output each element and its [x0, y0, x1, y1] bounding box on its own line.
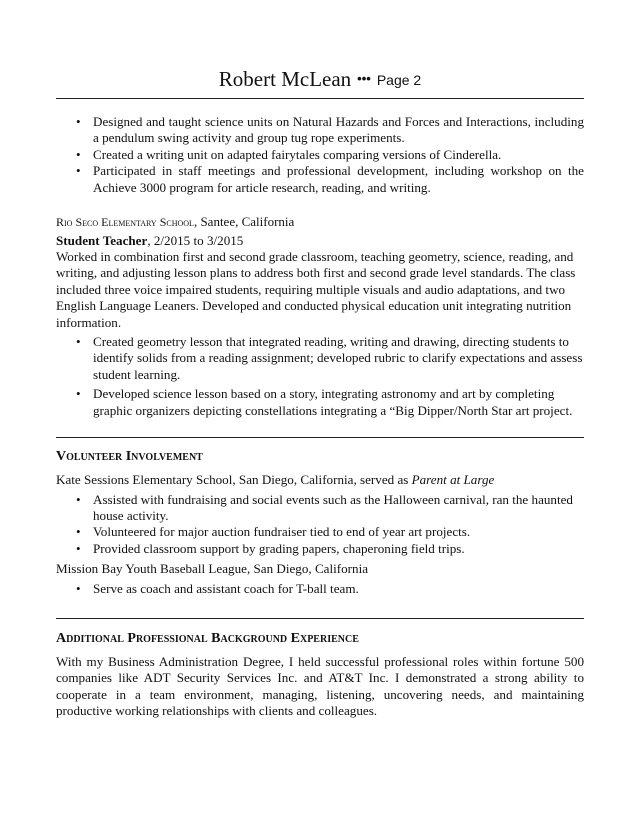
role-line	[56, 232, 584, 249]
coach-bullet-list	[56, 581, 584, 597]
school-location: , Santee, California	[193, 214, 295, 230]
list-item: • Participated in staff meetings and professional development, including workshop on the Achieve 3000 program for article research, reading, and writing.	[56, 163, 584, 196]
page-number: Page 2	[376, 72, 422, 88]
list-item: • Assisted with fundraising and social events such as the Halloween carnival, ran the haunted house activity.	[56, 492, 584, 525]
candidate-name: Robert McLean	[218, 67, 352, 91]
page-header	[56, 66, 584, 93]
student-teacher-bullet-list	[56, 334, 584, 419]
header-divider	[56, 98, 584, 99]
list-item: • Volunteered for major auction fundraiser tied to end of year art projects.	[56, 524, 584, 540]
list-item: • Created a writing unit on adapted fairytales comparing versions of Cinderella.	[56, 147, 584, 163]
volunteer-org-line	[56, 472, 584, 488]
volunteer-bullet-list	[56, 492, 584, 558]
volunteer-org: Kate Sessions Elementary School, San Diego, California, served as	[56, 472, 412, 488]
additional-paragraph: With my Business Administration Degree, I held successful professional roles within fortune 500 companies like ADT Security Services Inc. and AT&T Inc. I demonstrated a strong ability to cooperate in a team environment, managing, listening, uncovering needs, and maintaining productive working relationships with clients and colleagues.	[56, 653, 584, 719]
header-separator-dots: •••	[357, 71, 371, 86]
volunteer-org-line-2: Mission Bay Youth Baseball League, San Diego, California	[56, 561, 369, 577]
list-item: • Developed science lesson based on a story, integrating astronomy and art by completing graphic organizers depicting constellations integrating a “Big Dipper/North Star art project.	[56, 386, 584, 419]
section-divider	[56, 618, 584, 619]
list-item: • Serve as coach and assistant coach for T-ball team.	[56, 581, 584, 597]
teaching-bullet-list	[56, 114, 584, 196]
volunteer-section-title: Volunteer Involvement	[56, 449, 203, 465]
school-name: Rio Seco Elementary School	[56, 215, 194, 230]
role-dates: , 2/2015 to 3/2015	[147, 233, 244, 249]
resume-page	[56, 0, 584, 720]
list-item: • Designed and taught science units on Natural Hazards and Forces and Interactions, including a pendulum swing activity and group tug rope experiments.	[56, 114, 584, 147]
section-divider	[56, 437, 584, 438]
list-item: • Created geometry lesson that integrated reading, writing and drawing, directing students to identify solids from a reading assignment; developed rubric to clarify expectations and assess student learning.	[56, 334, 584, 383]
role-title: Student Teacher	[56, 233, 148, 249]
additional-section-title: Additional Professional Background Experience	[56, 630, 359, 646]
volunteer-role: Parent at Large	[411, 472, 495, 488]
role-description: Worked in combination first and second grade classroom, teaching geometry, science, reading, and writing, and adjusting lesson plans to address both first and second grade level standards. The class included three voice impaired students, requiring multiple visuals and audio adaptations, and two English Language Leaners. Developed and conducted physical education unit integrating nutrition information.	[56, 249, 576, 330]
list-item: • Provided classroom support by grading papers, chaperoning field trips.	[56, 541, 584, 557]
school-line	[56, 214, 584, 230]
